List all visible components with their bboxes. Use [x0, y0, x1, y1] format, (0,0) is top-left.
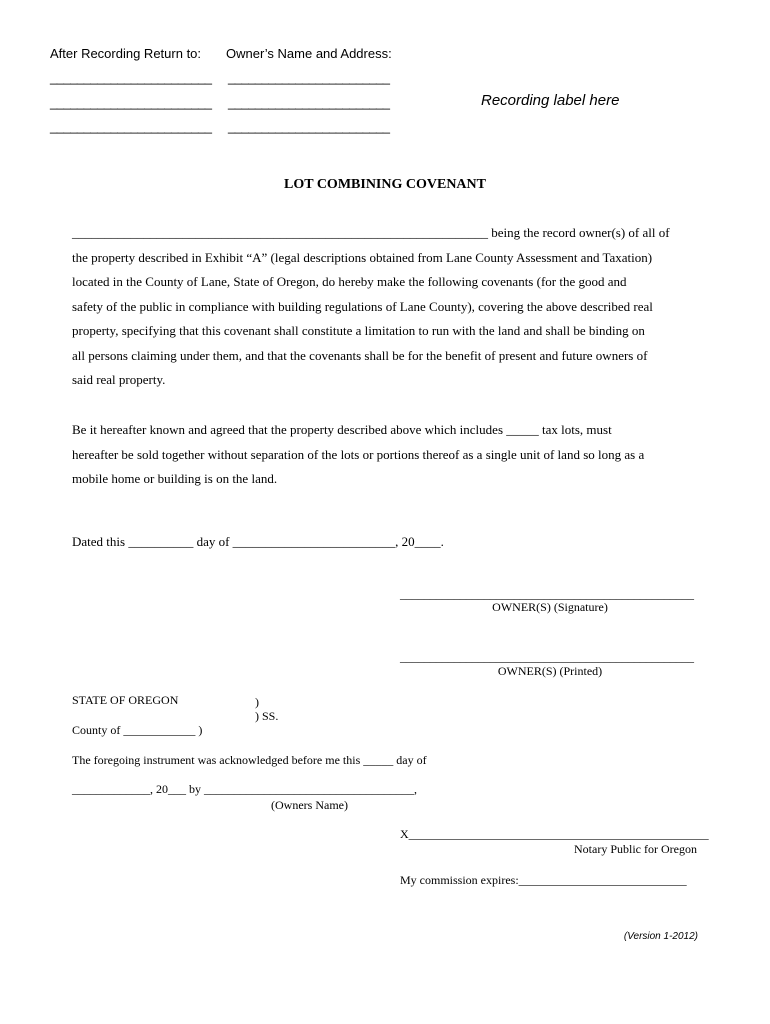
state-of-oregon-label: STATE OF OREGON: [72, 693, 179, 707]
venue-paren: ): [255, 695, 259, 709]
notary-public-label: Notary Public for Oregon: [574, 842, 697, 856]
paragraph-1-line: all persons claiming under them, and that the covenants shall be for the benefit of present and future owners of: [72, 347, 648, 363]
county-of-field[interactable]: County of ____________ ): [72, 723, 203, 737]
paragraph-1-line: safety of the public in compliance with building regulations of Lane County), covering the above described real: [72, 298, 653, 314]
paragraph-1-line: ________________________________________________________________ being the record owner(s) of all of: [72, 225, 670, 240]
paragraph-1-line: the property described in Exhibit “A” (legal descriptions obtained from Lane County Assessment and Taxation): [72, 249, 653, 265]
owner-name-address-label: Owner’s Name and Address:: [226, 46, 392, 61]
covenant-paragraph-2: [72, 418, 644, 492]
paragraph-1-line: property, specifying that this covenant shall constitute a limitation to run with the land and shall be binding on: [72, 323, 645, 338]
owner-address-blank-2[interactable]: ________________________: [228, 95, 390, 110]
ss-label: ) SS.: [255, 709, 279, 723]
owner-address-blank-1[interactable]: ________________________: [228, 70, 390, 85]
return-to-blank-1[interactable]: ________________________: [50, 70, 212, 85]
paragraph-1-line: located in the County of Lane, State of Oregon, do hereby make the following covenants (for the good and: [72, 274, 627, 289]
owner-signature-line[interactable]: _________________________________________________: [400, 587, 694, 601]
owners-name-label: (Owners Name): [271, 798, 348, 812]
owner-signature-label: OWNER(S) (Signature): [492, 600, 608, 614]
paragraph-2-line: Be it hereafter known and agreed that the property described above which includes _____ tax lots, must: [72, 422, 612, 437]
acknowledgment-text: The foregoing instrument was acknowledged before me this _____ day of: [72, 753, 427, 767]
paragraph-1-line: said real property.: [72, 372, 166, 387]
document-title: LOT COMBINING COVENANT: [284, 177, 486, 192]
notary-signature-line[interactable]: X__________________________________________________: [400, 827, 709, 841]
owner-printed-label: OWNER(S) (Printed): [497, 664, 603, 678]
paragraph-2-line: mobile home or building is on the land.: [72, 471, 278, 486]
return-to-label: After Recording Return to:: [50, 46, 202, 61]
acknowledgment-by-line[interactable]: _____________, 20___ by ___________________________________,: [72, 782, 417, 796]
return-to-blank-2[interactable]: ________________________: [50, 95, 212, 110]
owner-address-blank-3[interactable]: ________________________: [228, 119, 390, 134]
paragraph-2-line: hereafter be sold together without separation of the lots or portions thereof as a single unit of land so long as a: [72, 446, 645, 462]
covenant-paragraph-1: [72, 221, 670, 393]
return-to-blank-3[interactable]: ________________________: [50, 119, 212, 134]
dated-line[interactable]: Dated this __________ day of _________________________, 20____.: [72, 534, 444, 549]
commission-expires-field[interactable]: My commission expires:____________________________: [400, 873, 687, 887]
version-label: (Version 1-2012): [623, 931, 698, 942]
owner-printed-line[interactable]: _________________________________________________: [400, 650, 694, 664]
recording-label-placeholder: Recording label here: [481, 92, 620, 109]
